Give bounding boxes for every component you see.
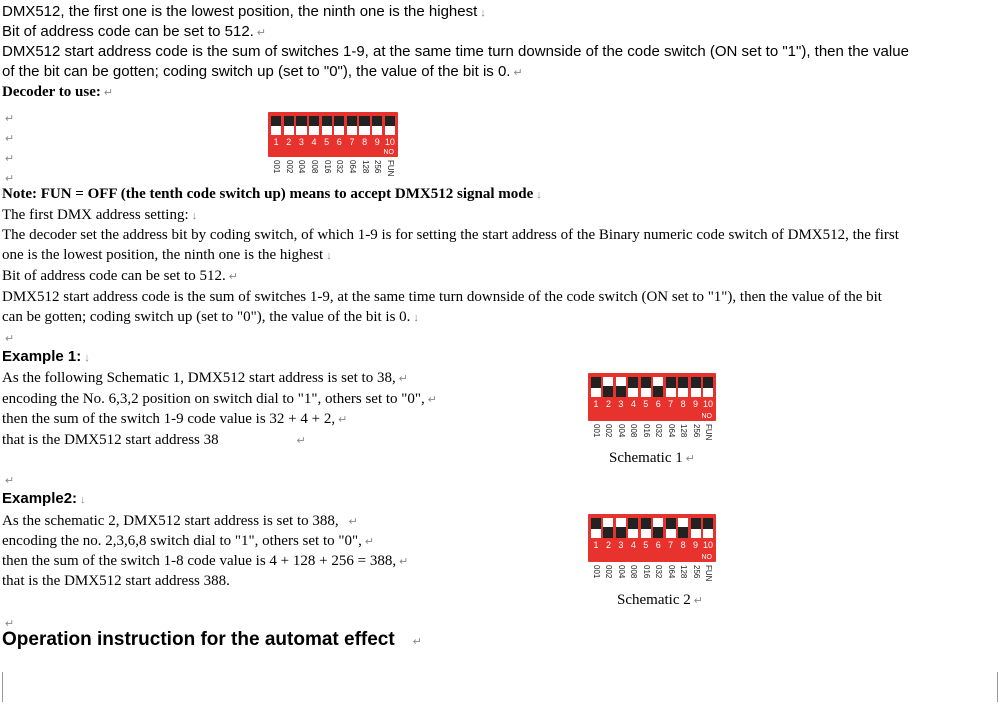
dip-switch-lever [603,386,613,397]
dip-switch-number: 1 [593,399,599,409]
dip-switch-slot [641,518,651,538]
dip-switch-value-label: 008 [629,565,639,579]
dip-switch-slot [296,116,306,135]
dip-switch-number: 5 [643,399,649,409]
dip-switch-value-label: 002 [284,160,294,174]
dip-switch-lever [703,518,713,529]
page-margin-line [2,672,3,702]
dip-switch-value-label: 016 [641,565,651,579]
note-text: Note: FUN = OFF (the tenth code switch up) means to accept DMX512 signal mode ↓ [2,186,542,202]
text-line: encoding the no. 2,3,6,8 switch dial to "1", others set to "0", ↵ [2,533,375,549]
dip-switch-no-label: NO [701,554,712,561]
dip-switch-number: 5 [324,137,330,147]
dip-switch-value-label: 064 [666,424,676,438]
dip-switch-value-label: 032 [335,160,345,174]
text-line: Bit of address code can be set to 512. ↵ [2,23,267,40]
dip-switch-slot [691,518,701,538]
text-line: that is the DMX512 start address 388. [2,573,230,589]
dip-switch-number: 3 [618,399,624,409]
dip-switch-lever [334,116,344,126]
dip-switch-value-label: 001 [592,424,602,438]
dip-switch-value-label: 004 [616,424,626,438]
dip-switch-value-label: 128 [679,424,689,438]
dip-switch-value-label: 256 [373,160,383,174]
dip-switch-lever [372,116,382,126]
dip-switch-lever [628,377,638,388]
schematic2-caption: Schematic 2 ↵ [617,592,703,608]
dip-switch-value-label: FUN [703,424,713,441]
dip-switch-number: 7 [668,399,674,409]
dip-switch-slot [628,377,638,397]
page-margin-line [997,672,998,702]
dip-switch-value-label: 004 [297,160,307,174]
section-label: Decoder to use: ↵ [2,84,114,100]
schematic1-caption: Schematic 1 ↵ [609,450,695,466]
dip-switch-lever [603,527,613,538]
dip-switch-slot [271,116,281,135]
dip-switch-value-label: 032 [654,424,664,438]
dip-switch-no-label: NO [383,149,394,156]
text-line: As the schematic 2, DMX512 start address is set to 388, ↵ [2,513,358,529]
example2-title: Example2: ↓ [2,490,86,507]
dip-switch-value-label: 128 [679,565,689,579]
dip-switch-slot [603,518,613,538]
dip-switch-slot [309,116,319,135]
paragraph-mark: ↵ [5,475,15,487]
text-line: The decoder set the address bit by coding switch, of which 1-9 is for setting the start address of the Binary numeric code switch of DMX512, the first [2,227,899,243]
text-line: As the following Schematic 1, DMX512 start address is set to 38, ↵ [2,370,408,386]
dip-switch-lever [641,518,651,529]
dip-switch-number: 5 [643,540,649,550]
dip-switch-value-label: 064 [666,565,676,579]
dip-switch-lever [359,116,369,126]
dip-switch-lever [691,518,701,529]
dip-switch-lever [666,518,676,529]
dip-switch-number: 10 [702,540,713,550]
text-line: of the bit can be gotten; coding switch up (set to "0"), the value of the bit is 0. ↵ [2,63,523,80]
text-line: that is the DMX512 start address 38 ↵ [2,432,306,448]
dip-switch-slot [666,377,676,397]
dip-switch-value-label: 001 [592,565,602,579]
paragraph-mark: ↵ [5,133,15,145]
paragraph-mark: ↵ [5,153,15,165]
dip-switch-number: 8 [680,540,686,550]
dip-switch-lever [616,527,626,538]
text-line: one is the lowest position, the ninth one is the highest ↓ [2,247,332,263]
text-line: DMX512 start address code is the sum of switches 1-9, at the same time turn downside of the code switch (ON set to "1"), then the value [2,43,909,60]
dip-switch-number: 3 [618,540,624,550]
dip-switch-number: 6 [655,399,661,409]
dip-switch-slot [603,377,613,397]
dip-switch-lever [271,116,281,126]
text-line: The first DMX address setting: ↓ [2,207,198,223]
dip-switch-lever [309,116,319,126]
dip-switch-lever [591,518,601,529]
dip-switch-slot [322,116,332,135]
dip-switch-slot [347,116,357,135]
text-line: DMX512 start address code is the sum of switches 1-9, at the same time turn downside of the code switch (ON set to "1"), then the value of the bit [2,289,882,305]
dip-switch-slot [678,377,688,397]
dip-switch-number: 7 [668,540,674,550]
dip-switch-number: 6 [336,137,342,147]
dip-switch-slot [691,377,701,397]
dip-switch-number: 2 [605,540,611,550]
dip-switch-slot [284,116,294,135]
dip-switch-number: 4 [630,540,636,550]
dip-switch-lever [703,377,713,388]
dip-switch-lever [296,116,306,126]
dip-switch-value-label: 004 [616,565,626,579]
paragraph-mark: ↵ [5,173,15,185]
text-line: then the sum of the switch 1-8 code value is 4 + 128 + 256 = 388, ↵ [2,553,409,569]
dip-switch-value-label: 001 [272,160,282,174]
dip-switch-value-label: 256 [691,565,701,579]
dip-switch-lever [284,116,294,126]
dip-switch-lever [322,116,332,126]
text-line: Bit of address code can be set to 512. ↵ [2,268,238,284]
section-heading: Operation instruction for the automat effect ↵ [2,629,422,650]
dip-switch-number: 8 [680,399,686,409]
paragraph-mark: ↵ [5,618,15,630]
dip-switch-slot [653,377,663,397]
dip-switch-lever [385,116,395,126]
dip-switch-lever [591,377,601,388]
dip-switch-number: 1 [593,540,599,550]
dip-switch-slot [616,518,626,538]
dip-switch-lever [347,116,357,126]
dip-switch-slot [385,116,395,135]
dip-switch-value-label: 016 [641,424,651,438]
dip-switch-number: 10 [702,399,713,409]
dip-switch-number: 3 [298,137,304,147]
dip-switch-value-label: 064 [347,160,357,174]
dip-switch-slot [591,518,601,538]
dip-switch-number: 9 [374,137,380,147]
dip-switch-no-label: NO [701,413,712,420]
dip-switch-slot [591,377,601,397]
dip-switch-lever [678,377,688,388]
paragraph-mark: ↵ [5,113,15,125]
dip-switch-slot [616,377,626,397]
dip-switch-value-label: 008 [629,424,639,438]
dip-switch-slot [372,116,382,135]
dip-switch-lever [691,377,701,388]
dip-switch-value-label: 002 [604,565,614,579]
dip-switch-number: 6 [655,540,661,550]
dip-switch-number: 9 [693,399,699,409]
dip-switch-number: 10 [384,137,395,147]
example1-title: Example 1: ↓ [2,348,90,365]
text-line: can be gotten; coding switch up (set to "0"), the value of the bit is 0. ↓ [2,309,419,325]
dip-switch-lever [616,386,626,397]
dip-switch-number: 9 [693,540,699,550]
dip-switch-lever [666,377,676,388]
dip-switch-value-label: FUN [385,160,395,177]
dip-switch-slot [678,518,688,538]
text-line: DMX512, the first one is the lowest position, the ninth one is the highest ↓ [2,3,486,20]
dip-switch-slot [703,377,713,397]
dip-switch-number: 1 [273,137,279,147]
dip-switch-body [588,373,716,421]
dip-switch-lever [628,518,638,529]
dip-switch-value-label: 256 [691,424,701,438]
dip-switch-lever [653,386,663,397]
dip-switch-value-label: 008 [310,160,320,174]
dip-switch-value-label: 016 [322,160,332,174]
dip-switch-number: 4 [630,399,636,409]
dip-switch-slot [628,518,638,538]
dip-switch-lever [678,527,688,538]
dip-switch-value-label: FUN [703,565,713,582]
dip-switch-body [588,514,716,562]
text-line: then the sum of the switch 1-9 code value is 32 + 4 + 2, ↵ [2,411,348,427]
dip-switch-number: 2 [286,137,292,147]
dip-switch-number: 7 [349,137,355,147]
dip-switch-value-label: 128 [360,160,370,174]
dip-switch-slot [334,116,344,135]
dip-switch-lever [641,377,651,388]
dip-switch-slot [666,518,676,538]
dip-switch-lever [653,527,663,538]
dip-switch-slot [359,116,369,135]
text-line: encoding the No. 6,3,2 position on switch dial to "1", others set to "0", ↵ [2,391,438,407]
dip-switch-value-label: 002 [604,424,614,438]
dip-switch-value-label: 032 [654,565,664,579]
dip-switch-slot [653,518,663,538]
dip-switch-number: 8 [362,137,368,147]
dip-switch-body [268,112,398,157]
dip-switch-slot [703,518,713,538]
dip-switch-number: 2 [605,399,611,409]
dip-switch-slot [641,377,651,397]
dip-switch-number: 4 [311,137,317,147]
paragraph-mark: ↵ [5,333,15,345]
